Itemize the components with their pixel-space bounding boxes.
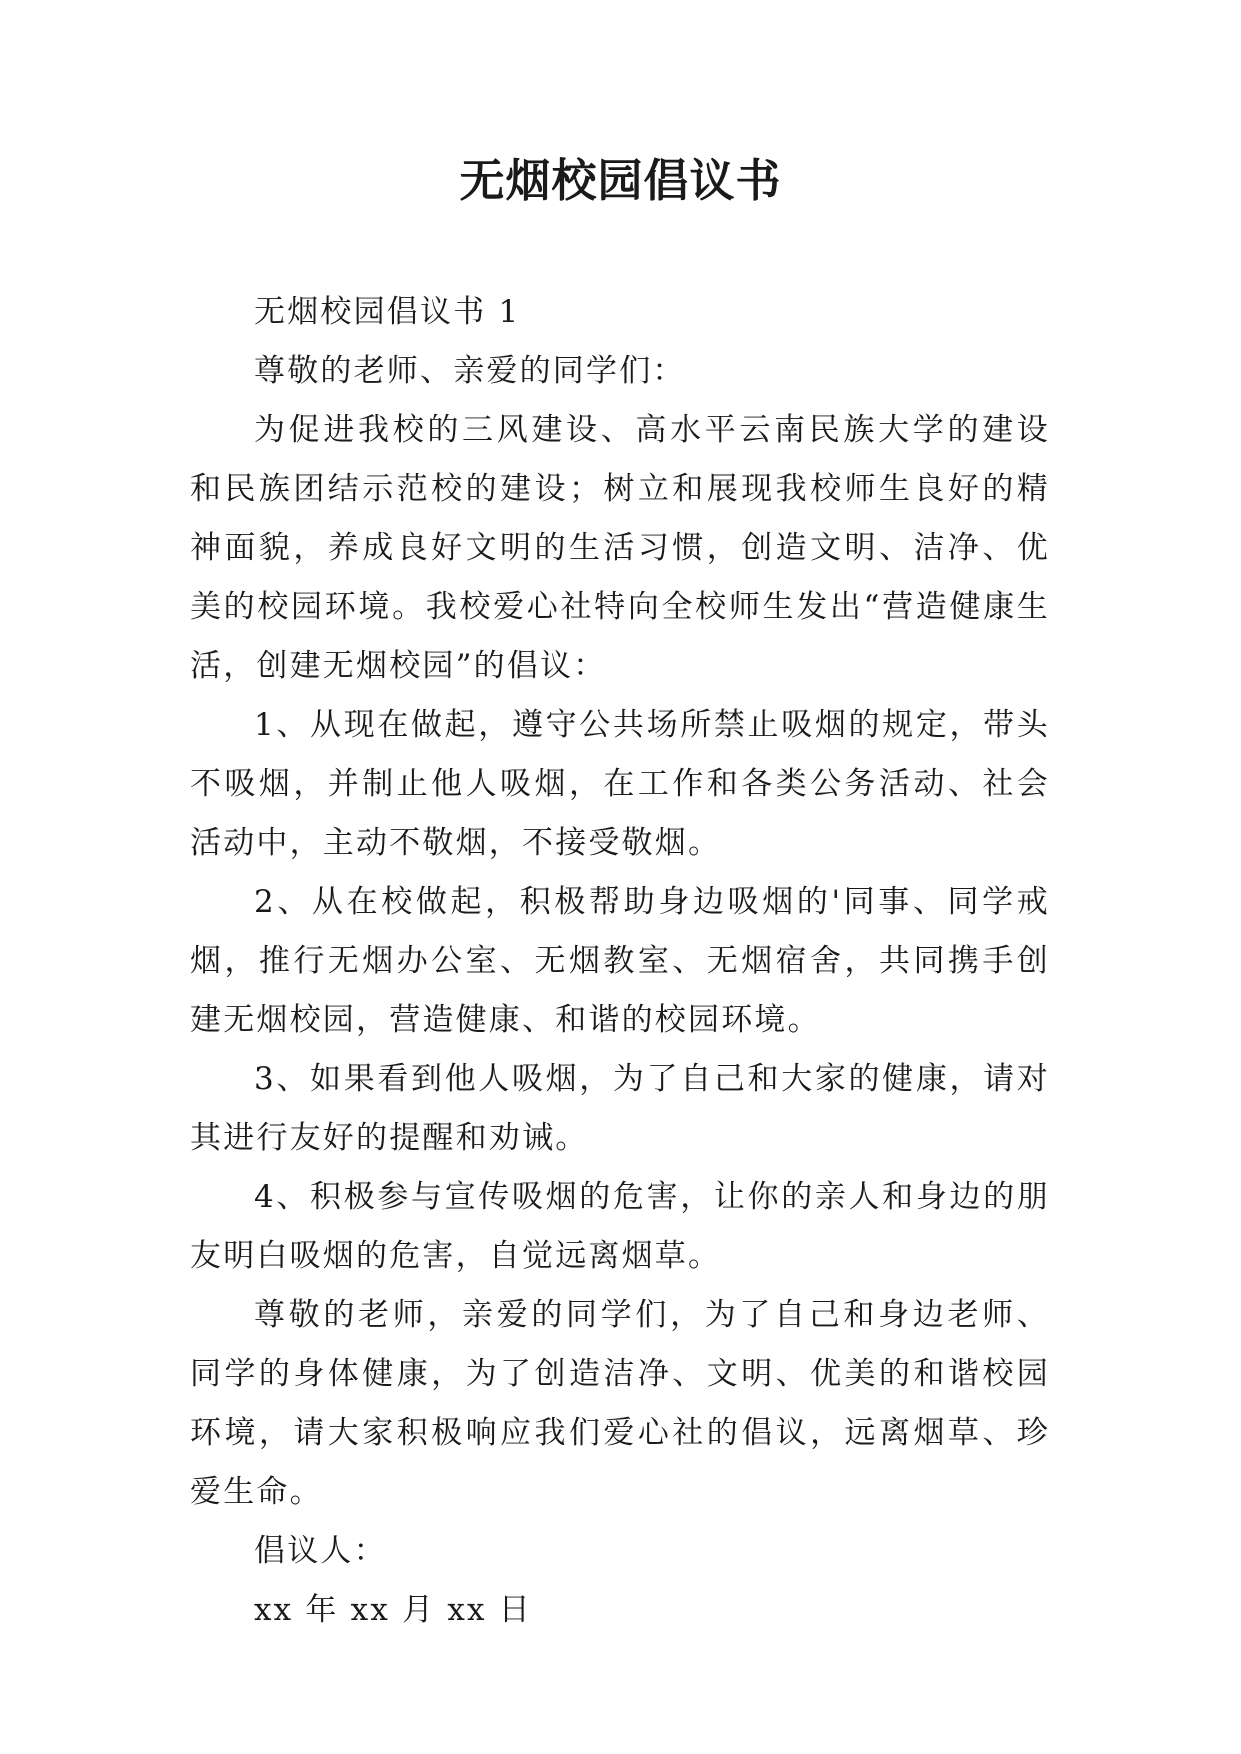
closing-paragraph: 尊敬的老师，亲爱的同学们，为了自己和身边老师、同学的身体健康，为了创造洁净、文明、优美的和谐校园环境，请大家积极响应我们爱心社的倡议，远离烟草、珍爱生命。 [190, 1297, 1050, 1510]
intro-paragraph: 为促进我校的三风建设、高水平云南民族大学的建设和民族团结示范校的建设；树立和展现我校师生良好的精神面貌，养成良好文明的生活习惯，创造文明、洁净、优美的校园环境。我校爱心社特向全校师生发出“营造健康生活，创建无烟校园”的倡议： [190, 412, 1050, 684]
date-line: xx 年 xx 月 xx 日 [254, 1592, 532, 1628]
document-body [190, 283, 1050, 1640]
salutation: 尊敬的老师、亲爱的同学们： [254, 353, 686, 389]
document-title: 无烟校园倡议书 [459, 154, 782, 207]
proposal-item-2: 2、从在校做起，积极帮助身边吸烟的'同事、同学戒烟，推行无烟办公室、无烟教室、无烟宿舍，共同携手创建无烟校园，营造健康、和谐的校园环境。 [190, 884, 1050, 1038]
proposal-item-3: 3、如果看到他人吸烟，为了自己和大家的健康，请对其进行友好的提醒和劝诫。 [190, 1061, 1050, 1156]
signatory-label: 倡议人： [254, 1533, 387, 1569]
section-heading: 无烟校园倡议书 1 [254, 294, 521, 330]
proposal-item-4: 4、积极参与宣传吸烟的危害，让你的亲人和身边的朋友明白吸烟的危害，自觉远离烟草。 [190, 1179, 1050, 1274]
proposal-item-1: 1、从现在做起，遵守公共场所禁止吸烟的规定，带头不吸烟，并制止他人吸烟，在工作和各类公务活动、社会活动中，主动不敬烟，不接受敬烟。 [190, 707, 1050, 861]
